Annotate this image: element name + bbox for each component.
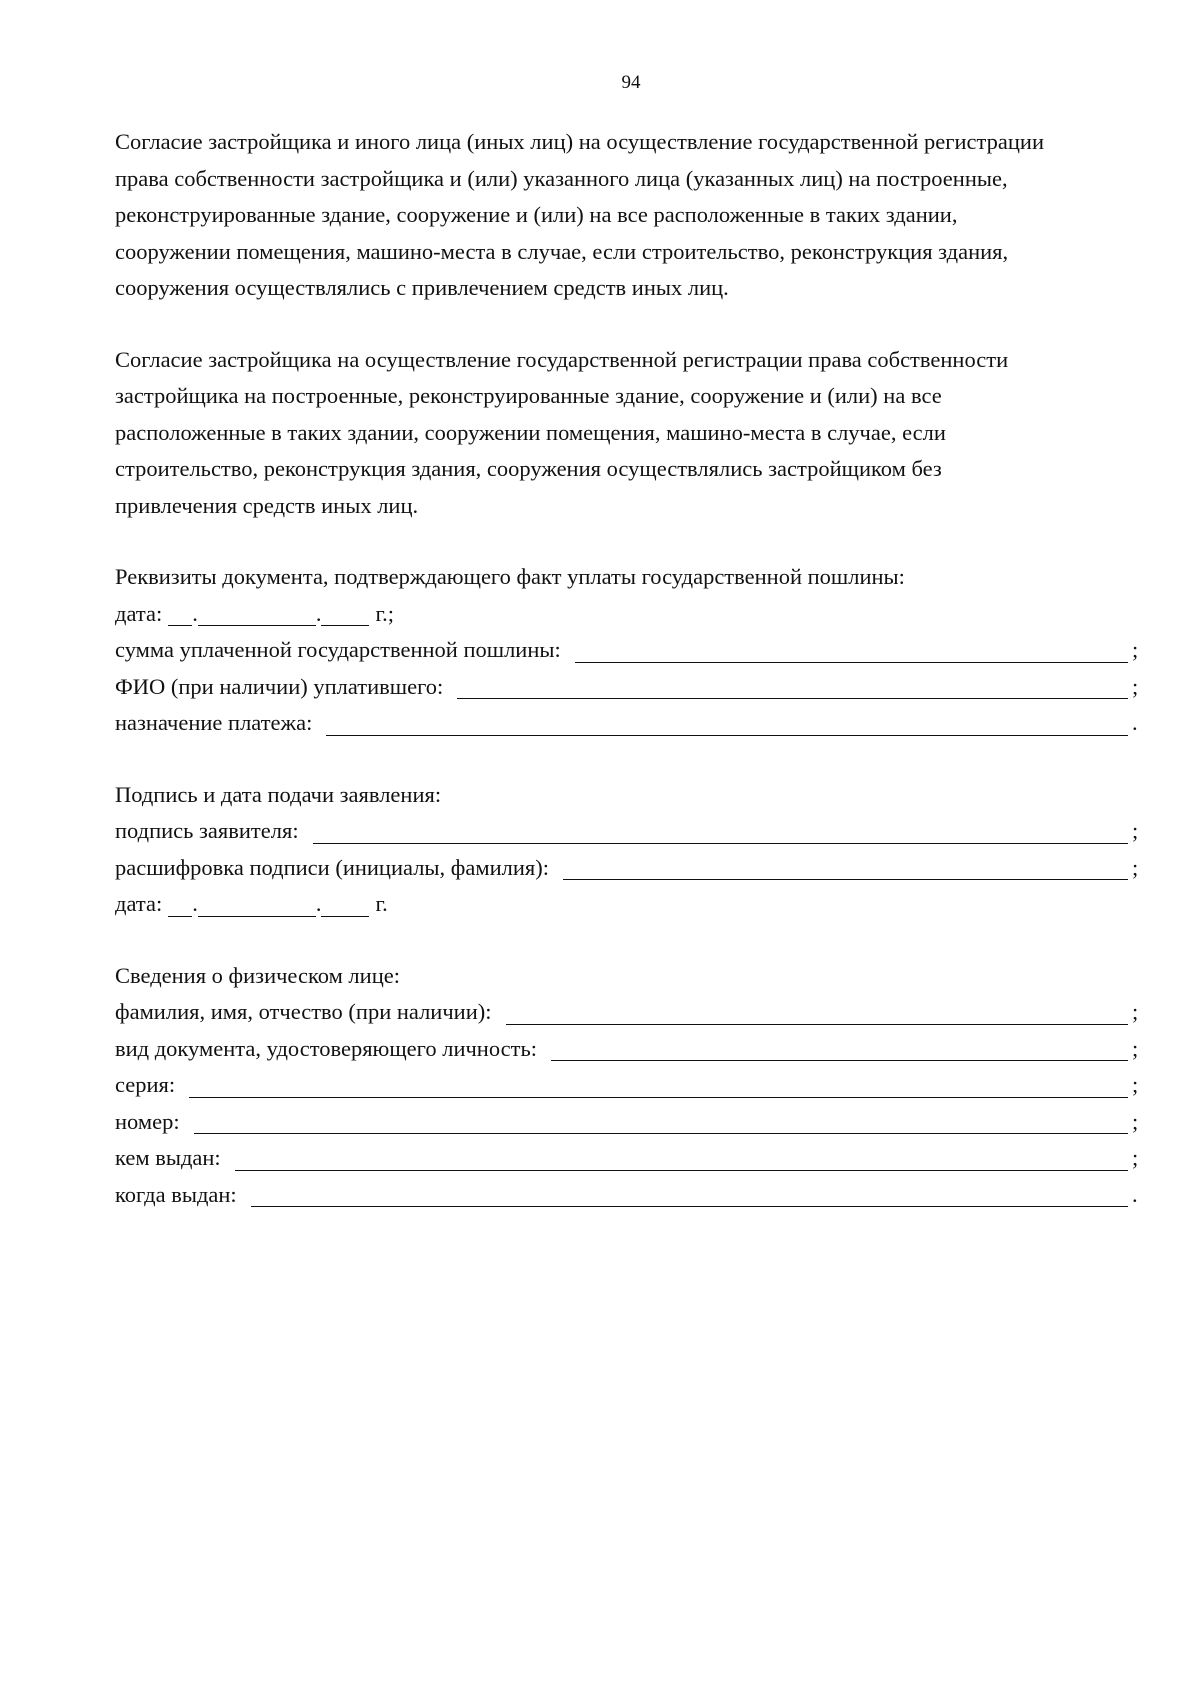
paragraph-line: Согласие застройщика на осуществление государственной регистрации права собственности [115, 346, 1009, 372]
full-name-field[interactable] [506, 998, 1129, 1025]
issue-date-label: когда выдан: [115, 1181, 237, 1207]
id-number-field[interactable] [194, 1107, 1128, 1134]
paragraph-line: привлечения средств иных лиц. [115, 492, 419, 518]
applicant-signature-field[interactable] [313, 817, 1128, 844]
payment-purpose-label: назначение платежа: [115, 710, 313, 735]
consent-developer-paragraph [115, 342, 1130, 525]
issue-date-field[interactable] [251, 1180, 1128, 1207]
applicant-signature-label: подпись заявителя: [115, 818, 299, 843]
payment-amount-field[interactable] [575, 636, 1128, 663]
full-name-label: фамилия, имя, отчество (при наличии): [115, 999, 492, 1024]
id-series-field[interactable] [189, 1071, 1128, 1098]
signature-transcript-field[interactable] [563, 853, 1128, 880]
signature-date-suffix: г. [375, 891, 388, 916]
payment-date-year-field[interactable] [321, 599, 369, 626]
payment-date-day-field[interactable] [168, 599, 192, 626]
id-number-label: номер: [115, 1108, 180, 1134]
field-terminator: . [1132, 1181, 1138, 1207]
payment-amount-row [115, 632, 1140, 669]
field-terminator: ; [1132, 1072, 1139, 1097]
id-number-row [115, 1104, 1140, 1141]
id-document-type-field[interactable] [551, 1034, 1128, 1061]
payment-details-section [115, 559, 1140, 742]
signature-transcript-label: расшифровка подписи (инициалы, фамилия): [115, 854, 550, 880]
id-document-type-label: вид документа, удостоверяющего личность: [115, 1035, 537, 1061]
paragraph-line: застройщика на построенные, реконструированные здание, сооружение и (или) на все [115, 383, 942, 408]
date-separator: . [192, 891, 198, 916]
issued-by-label: кем выдан: [115, 1145, 221, 1170]
payment-purpose-field[interactable] [326, 709, 1128, 736]
issued-by-row [115, 1140, 1140, 1177]
field-terminator: ; [1132, 1035, 1139, 1061]
payment-date-label: дата: [115, 600, 163, 626]
person-info-title: Сведения о физическом лице: [115, 962, 400, 988]
field-terminator: ; [1132, 999, 1139, 1024]
date-separator: . [192, 600, 198, 626]
person-info-section [115, 958, 1140, 1214]
signature-date-year-field[interactable] [321, 890, 369, 917]
paragraph-line: расположенные в таких здании, сооружении помещения, машино-места в случае, если [115, 419, 946, 445]
paragraph-line: права собственности застройщика и (или) указанного лица (указанных лиц) на построенные, [115, 165, 1008, 191]
signature-date-month-field[interactable] [198, 890, 316, 917]
consent-developer-and-other-persons-paragraph [115, 124, 1130, 307]
id-document-type-row [115, 1031, 1140, 1068]
payment-details-title: Реквизиты документа, подтверждающего факт уплаты государственной пошлины: [115, 564, 905, 589]
issued-by-field[interactable] [235, 1144, 1128, 1171]
field-terminator: ; [1132, 1108, 1139, 1134]
signature-section [115, 777, 1140, 923]
full-name-row [115, 994, 1140, 1031]
paragraph-line: реконструированные здание, сооружение и (или) на все расположенные в таких здании, [115, 202, 958, 227]
payment-date-month-field[interactable] [198, 599, 316, 626]
field-terminator: ; [1132, 637, 1139, 662]
payer-name-row [115, 669, 1140, 706]
paragraph-line: сооружения осуществлялись с привлечением средств иных лиц. [115, 275, 729, 300]
page-number: 94 [621, 72, 641, 93]
payment-date-suffix: г.; [375, 600, 395, 626]
payer-name-label: ФИО (при наличии) уплатившего: [115, 673, 444, 699]
paragraph-line: сооружении помещения, машино-места в случае, если строительство, реконструкция здания, [115, 238, 1009, 264]
document-body [115, 124, 1140, 1248]
paragraph-line: Согласие застройщика и иного лица (иных лиц) на осуществление государственной регистрации [115, 129, 1045, 154]
issue-date-row [115, 1177, 1140, 1214]
field-terminator: ; [1132, 818, 1139, 843]
payment-date-row [115, 596, 1140, 633]
field-terminator: ; [1132, 673, 1139, 699]
payment-purpose-row [115, 705, 1140, 742]
field-terminator: ; [1132, 1145, 1139, 1170]
signature-date-day-field[interactable] [168, 890, 192, 917]
signature-title: Подпись и дата подачи заявления: [115, 781, 442, 807]
id-series-row [115, 1067, 1140, 1104]
id-series-label: серия: [115, 1072, 176, 1097]
applicant-signature-row [115, 813, 1140, 850]
signature-date-row [115, 886, 1140, 923]
signature-date-label: дата: [115, 891, 163, 916]
paragraph-line: строительство, реконструкция здания, сооружения осуществлялись застройщиком без [115, 456, 942, 481]
date-separator: . [315, 600, 322, 626]
field-terminator: ; [1132, 854, 1139, 880]
field-terminator: . [1132, 710, 1138, 735]
payment-amount-label: сумма уплаченной государственной пошлины: [115, 637, 561, 662]
date-separator: . [315, 891, 322, 916]
payer-name-field[interactable] [457, 672, 1128, 699]
signature-transcript-row [115, 850, 1140, 887]
